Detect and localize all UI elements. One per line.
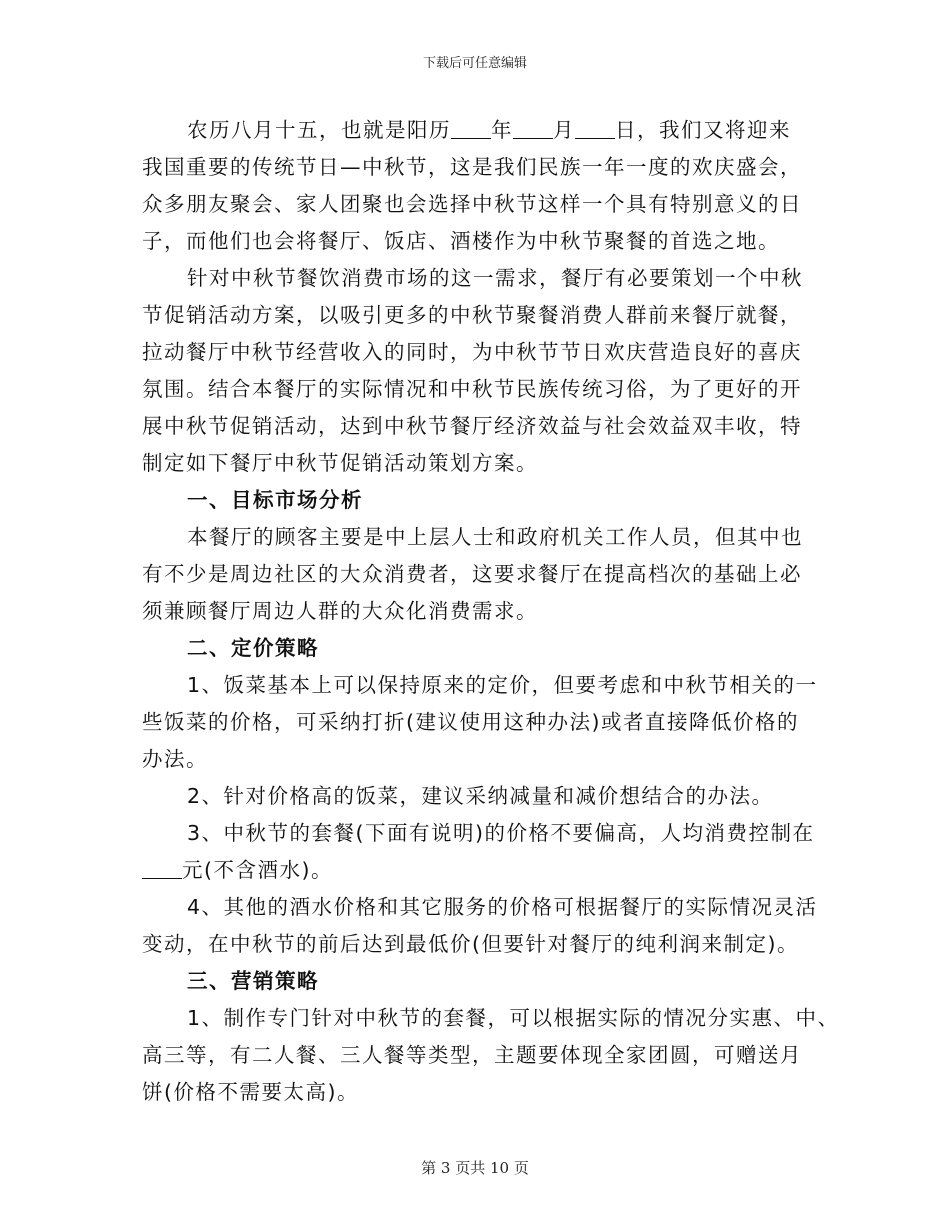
text-line (142, 593, 812, 630)
text-run: 三、营销策略 (187, 969, 319, 993)
text-run: 有不少是周边社区的大众消费者，这要求餐厅在提高档次的基础上必 (142, 562, 802, 586)
text-run: 元(不含酒水)。 (182, 858, 333, 882)
text-line (142, 1000, 840, 1037)
text-run: 办法。 (142, 747, 208, 771)
text-line (142, 260, 812, 297)
text-run: 1、制作专门针对中秋节的套餐，可以根据实际的情况分实惠、中、 (187, 1006, 840, 1030)
fill-in-blank (575, 116, 615, 139)
text-run: 3、中秋节的套餐(下面有说明)的价格不要偏高，人均消费控制在 (187, 821, 815, 845)
text-line (142, 334, 812, 371)
fill-in-blank (513, 116, 553, 139)
text-line (142, 815, 815, 852)
page-header: 下载后可任意编辑 (422, 56, 527, 71)
text-run: 氛围。结合本餐厅的实际情况和中秋节民族传统习俗，为了更好的开 (142, 377, 802, 401)
text-line (142, 556, 812, 593)
text-run: 拉动餐厅中秋节经营收入的同时，为中秋节节日欢庆营造良好的喜庆 (142, 340, 802, 364)
text-run: 节促销活动方案，以吸引更多的中秋节聚餐消费人群前来餐厅就餐， (142, 303, 802, 327)
text-line (142, 186, 812, 223)
paragraph (142, 260, 812, 482)
text-run: 针对中秋节餐饮消费市场的这一需求，餐厅有必要策划一个中秋 (187, 266, 803, 290)
document-body (142, 112, 840, 1111)
text-run: 月 (553, 118, 575, 142)
text-line (142, 963, 812, 1000)
text-run: 年 (491, 118, 513, 142)
section-heading (142, 482, 812, 519)
text-line (142, 408, 812, 445)
text-line (142, 482, 812, 519)
paragraph (142, 1000, 840, 1111)
text-line (142, 852, 812, 889)
text-run: 高三等，有二人餐、三人餐等类型，主题要体现全家团圆，可赠送月 (142, 1043, 802, 1067)
text-line (142, 223, 812, 260)
paragraph (142, 778, 812, 815)
text-run: 饼(价格不需要太高)。 (142, 1080, 359, 1104)
paragraph (142, 519, 812, 630)
text-line (142, 149, 812, 186)
text-line (142, 741, 812, 778)
paragraph (142, 815, 815, 889)
text-run: 二、定价策略 (187, 636, 319, 660)
text-line (142, 112, 812, 149)
text-run: 农历八月十五，也就是阳历 (187, 118, 451, 142)
text-run: 一、目标市场分析 (187, 488, 363, 512)
text-line (142, 1074, 812, 1111)
text-run: 须兼顾餐厅周边人群的大众化消费需求。 (142, 599, 538, 623)
text-line (142, 371, 812, 408)
section-heading (142, 963, 812, 1000)
text-run: 子，而他们也会将餐厅、饭店、酒楼作为中秋节聚餐的首选之地。 (142, 229, 780, 253)
text-run: 2、针对价格高的饭菜，建议采纳减量和减价想结合的办法。 (187, 784, 774, 808)
text-run: 制定如下餐厅中秋节促销活动策划方案。 (142, 451, 538, 475)
paragraph (142, 667, 818, 778)
text-line (142, 667, 818, 704)
text-run: 展中秋节促销活动，达到中秋节餐厅经济效益与社会效益双丰收，特 (142, 414, 802, 438)
text-line (142, 297, 812, 334)
text-line (142, 889, 818, 926)
fill-in-blank (451, 116, 491, 139)
text-line (142, 926, 812, 963)
fill-in-blank (142, 856, 182, 879)
text-line (142, 1037, 812, 1074)
text-line (142, 630, 812, 667)
text-run: 众多朋友聚会、家人团聚也会选择中秋节这样一个具有特别意义的日 (142, 192, 802, 216)
text-run: 我国重要的传统节日—中秋节，这是我们民族一年一度的欢庆盛会， (142, 155, 802, 179)
paragraph (142, 112, 812, 260)
text-run: 1、饭菜基本上可以保持原来的定价，但要考虑和中秋节相关的一 (187, 673, 818, 697)
text-run: 变动，在中秋节的前后达到最低价(但要针对餐厅的纯利润来制定)。 (142, 932, 799, 956)
paragraph (142, 889, 818, 963)
text-line (142, 445, 812, 482)
section-heading (142, 630, 812, 667)
text-run: 日，我们又将迎来 (615, 118, 791, 142)
text-run: 4、其他的酒水价格和其它服务的价格可根据餐厅的实际情况灵活 (187, 895, 818, 919)
text-line (142, 778, 812, 815)
text-run: 本餐厅的顾客主要是中上层人士和政府机关工作人员，但其中也 (187, 525, 803, 549)
text-run: 些饭菜的价格，可采纳打折(建议使用这种办法)或者直接降低价格的 (142, 710, 799, 734)
text-line (142, 704, 812, 741)
page-footer: 第 3 页共 10 页 (421, 1159, 529, 1177)
text-line (142, 519, 812, 556)
